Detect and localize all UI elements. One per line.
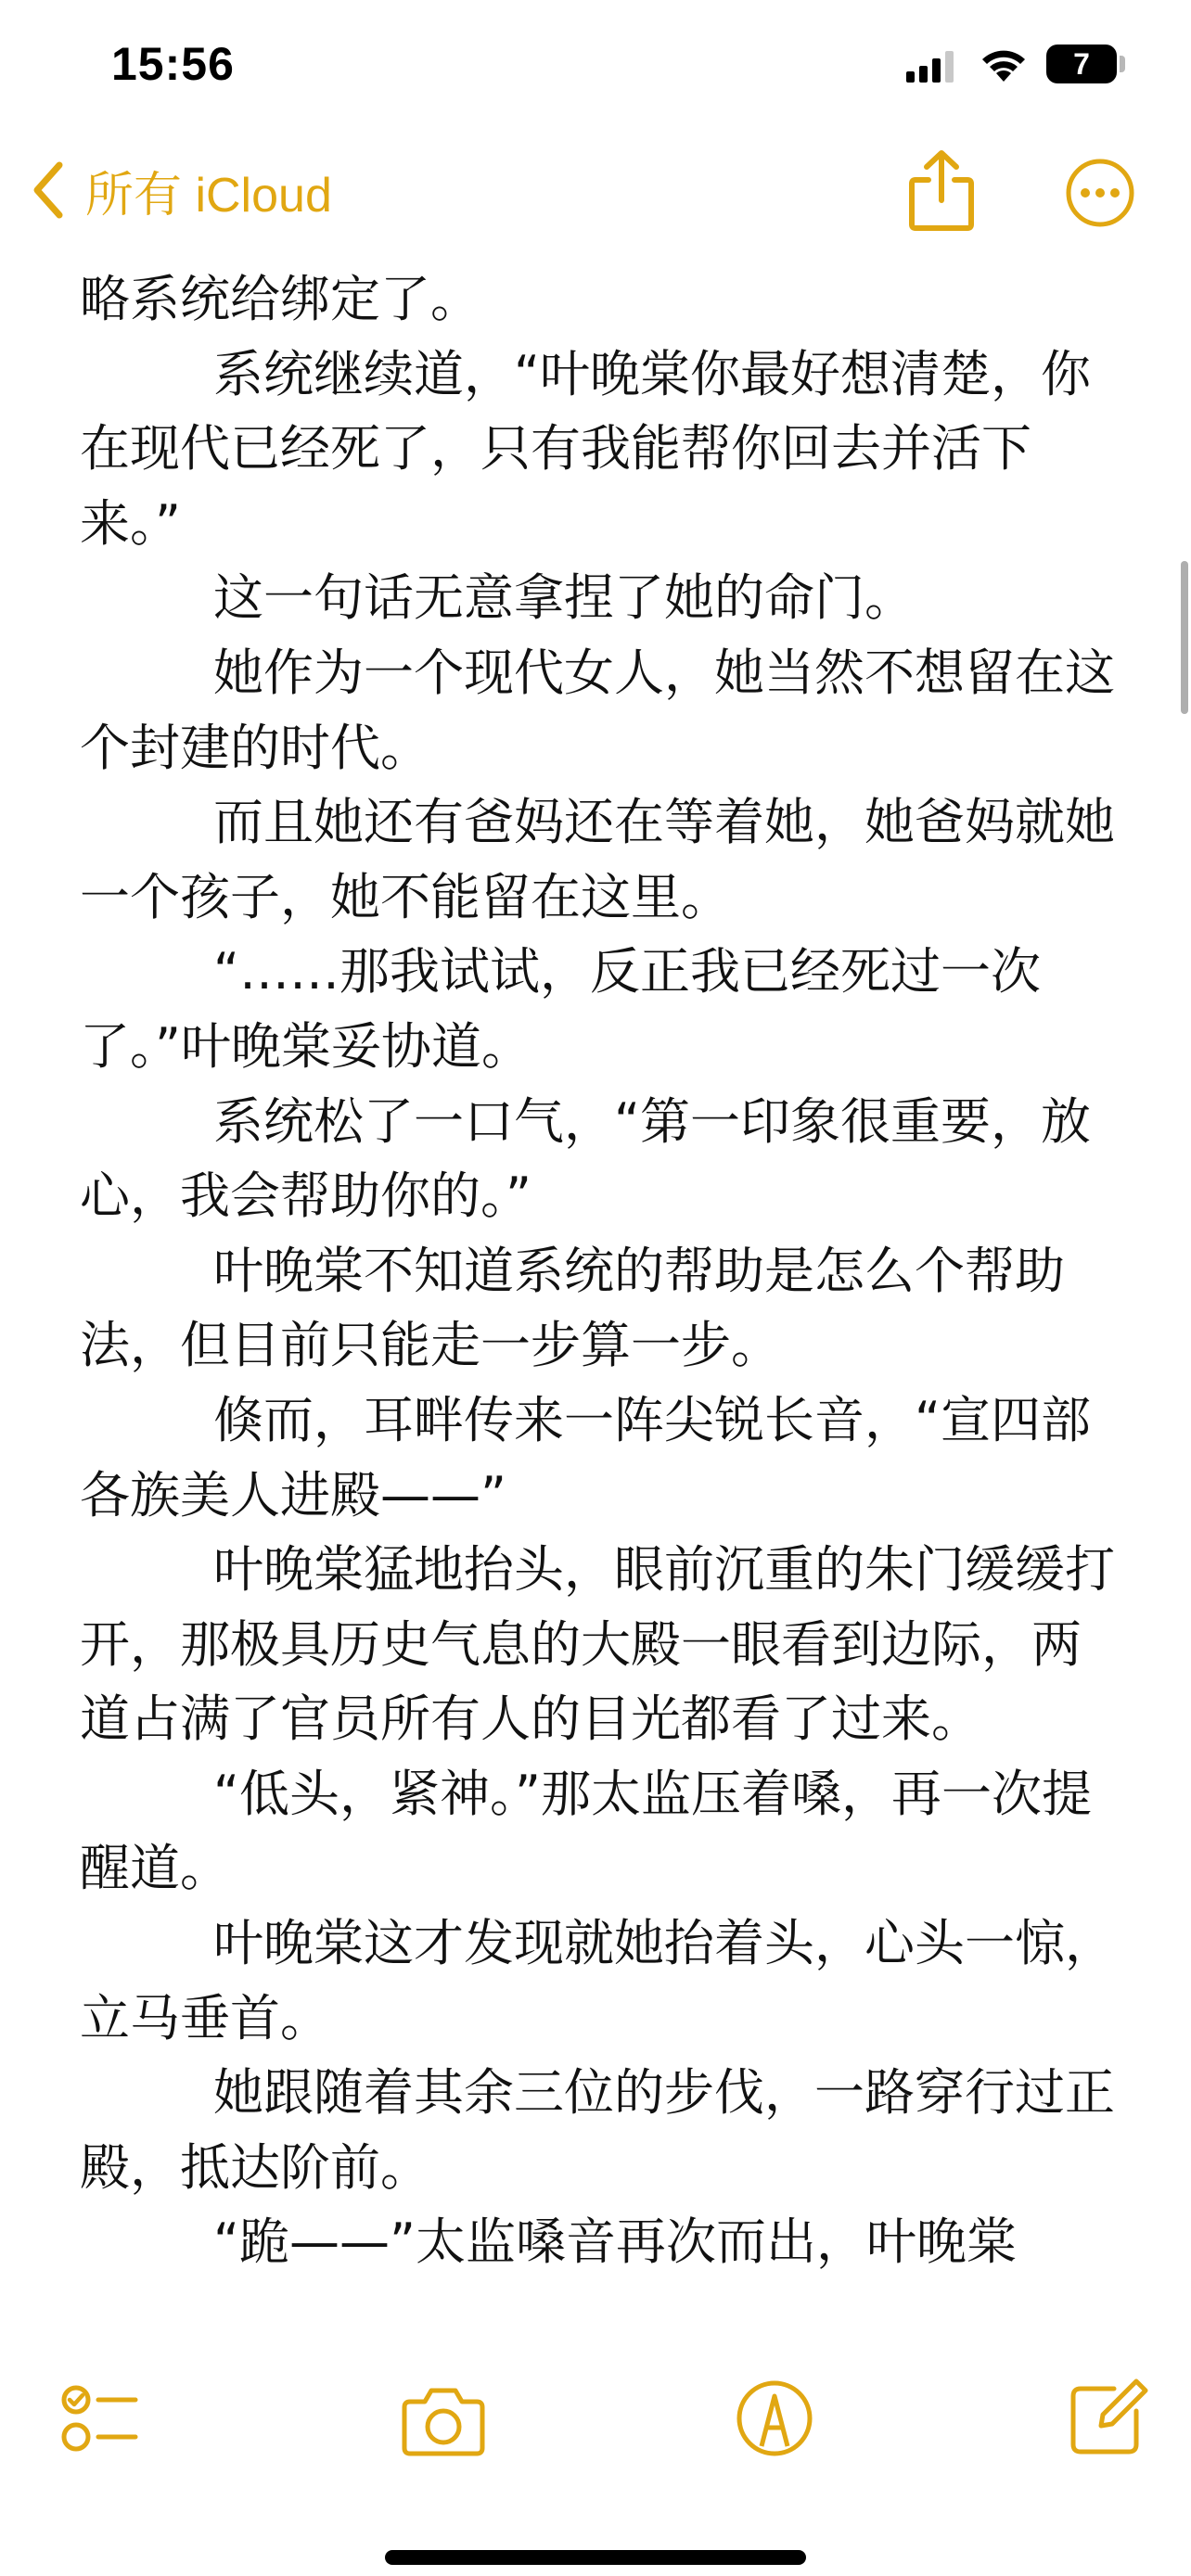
note-paragraph: “……那我试试，反正我已经死过一次了。”叶晚棠妥协道。 — [80, 942, 1041, 1076]
note-paragraph: 系统松了一口气，“第一印象很重要，放心，我会帮助你的。” — [80, 1091, 1091, 1226]
back-button[interactable] — [28, 153, 332, 227]
status-bar — [0, 0, 1191, 139]
note-paragraph: 她作为一个现代女人，她当然不想留在这个封建的时代。 — [80, 643, 1115, 777]
compose-icon[interactable] — [1062, 2374, 1151, 2463]
note-paragraph: 她跟随着其余三位的步伐，一路穿行过正殿，抵达阶前。 — [80, 2063, 1115, 2197]
checklist-icon[interactable] — [56, 2374, 145, 2463]
note-text[interactable] — [80, 262, 1119, 2280]
note-paragraph: 叶晚棠这才发现就她抬着头，心头一惊，立马垂首。 — [80, 1914, 1115, 2047]
note-paragraph: 倏而，耳畔传来一阵尖锐长音，“宣四部各族美人进殿——” — [80, 1390, 1091, 1524]
home-indicator[interactable] — [385, 2550, 806, 2565]
cellular-signal-icon — [906, 51, 954, 83]
markup-pen-icon[interactable] — [730, 2374, 819, 2463]
vertical-scrollbar[interactable] — [1181, 561, 1188, 714]
note-paragraph: “低头，紧神。”那太监压着嗓，再一次提醒道。 — [80, 1764, 1092, 1898]
share-icon[interactable] — [904, 148, 979, 234]
note-paragraph: 系统继续道，“叶晚棠你最好想清楚，你在现代已经死了，只有我能帮你回去并活下来。” — [80, 344, 1091, 553]
note-paragraph: 叶晚棠不知道系统的帮助是怎么个帮助法，但目前只能走一步算一步。 — [80, 1241, 1065, 1375]
note-paragraph: 叶晚棠猛地抬头，眼前沉重的朱门缓缓打开，那极具历史气息的大殿一眼看到边际，两道占满了官员所有人的目光都看了过来。 — [80, 1540, 1115, 1749]
status-time: 15:56 — [111, 38, 235, 90]
note-paragraph: 略系统给绑定了。 — [80, 270, 480, 328]
camera-icon[interactable] — [397, 2374, 490, 2463]
chevron-left-icon — [28, 158, 69, 223]
note-paragraph: 而且她还有爸妈还在等着她，她爸妈就她一个孩子，她不能留在这里。 — [80, 793, 1115, 926]
more-options-icon[interactable] — [1065, 158, 1135, 228]
wifi-icon — [979, 46, 1029, 83]
note-paragraph: “跪——”太监嗓音再次而出，叶晚棠 — [213, 2213, 1017, 2272]
note-body[interactable] — [0, 262, 1191, 2330]
back-button-label: 所有 iCloud — [85, 168, 332, 223]
bottom-toolbar — [0, 2374, 1191, 2494]
battery-tip — [1120, 56, 1125, 72]
battery-level: 7 — [1073, 47, 1090, 81]
note-paragraph: 这一句话无意拿捏了她的命门。 — [213, 568, 915, 628]
